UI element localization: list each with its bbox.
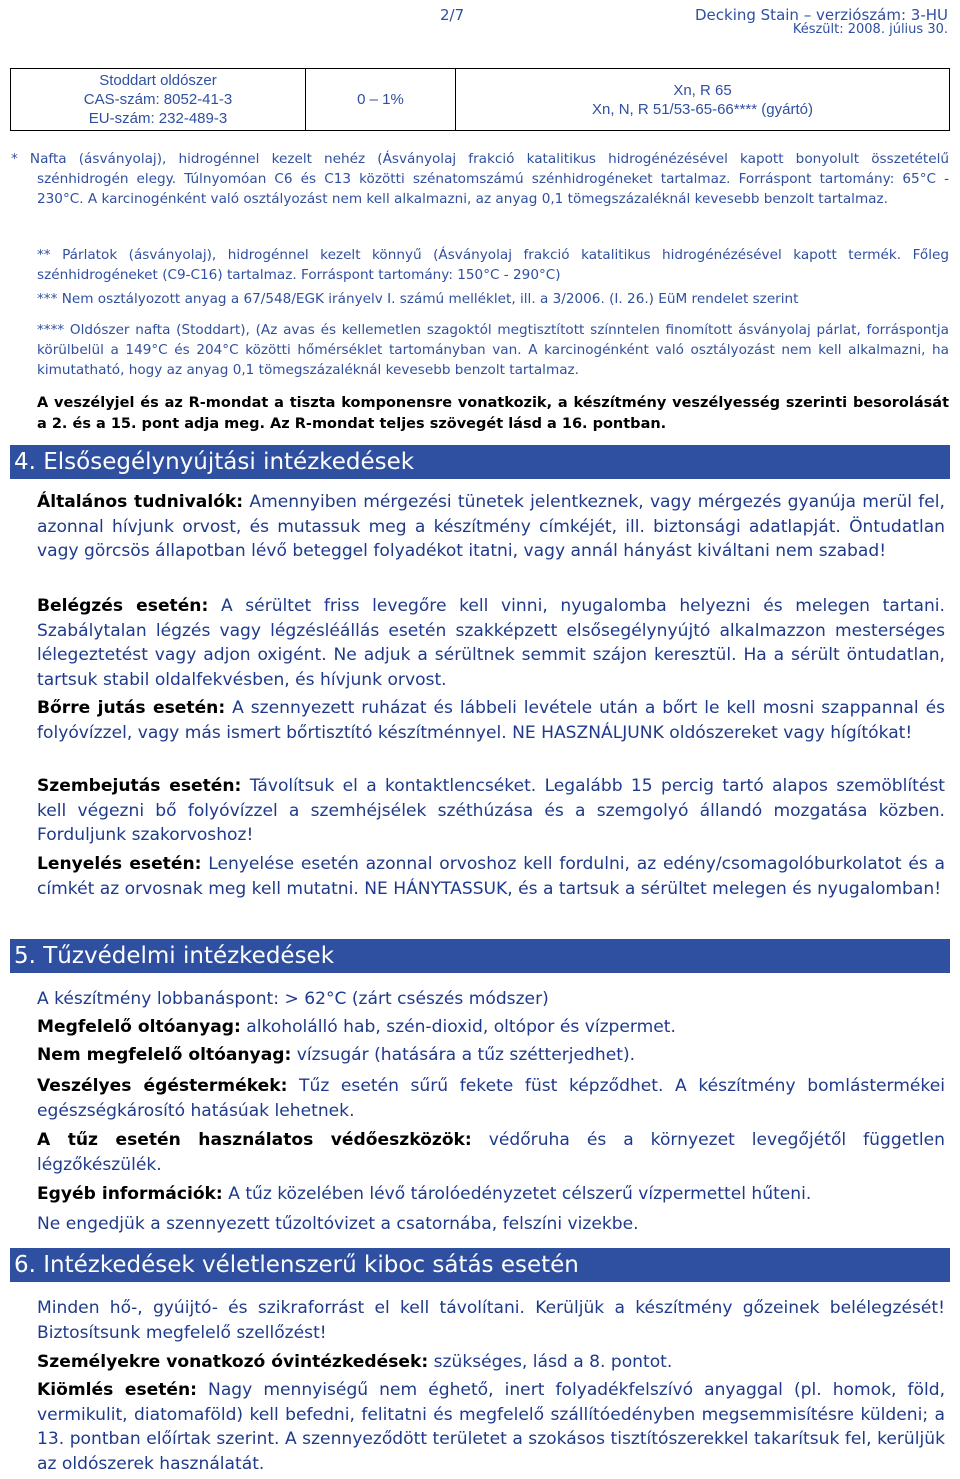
unsuitable-extinguisher — [37, 1043, 945, 1068]
suitable-extinguisher — [37, 1015, 945, 1040]
footnote-1: * Nafta (ásványolaj), hidrogénnel kezelt nehéz (Ásványolaj frakció katalitikus hidrogénézésével kapott bonyolult összetételű szénhidrogén elegy. Túlnyomóan C6 és C13 közötti szénatomszámú szénhidrogéneket tartalmaz. Forráspont tartomány: 65°C - 230°C. A karcinogénként való osztályozást nem kell alkalmazni, az anyag 0,1 tömegszázaléknál kevesebb benzolt tartalmaz. — [11, 151, 949, 207]
spill-label: Kiömlés esetén: — [37, 1380, 197, 1400]
personal-label: Személyekre vonatkozó óvintézkedések: — [37, 1352, 429, 1372]
footnote-4: **** Oldószer nafta (Stoddart), (Az avas és kellemetlen szagoktól megtisztított színntelen finomított ásványolaj párlat, forráspontja körülbelül a 149°C és 204°C közötti hőmérséklet tartományban van. A karcinogénként való osztályozást nem kell alkalmazni, ha kimutatható, hogy az anyag 0,1 tömegszázaléknál kevesebb benzolt tartalmaz. — [37, 322, 949, 378]
inhalation-label: Belégzés esetén: — [37, 596, 209, 616]
first-aid-ingestion — [37, 852, 945, 901]
spill-text: Nagy mennyiségű nem éghető, inert folyadékfelszívó anyaggal (pl. homok, föld, vermikulit, diatomaföld) kell befedni, felitatni és megfelelő szállítóedényben megsemmisítésre küldeni; a 13. pontban előírtak szerint. A szennyeződött területet a szokásos tisztítószerekkel takarítsuk fel, kerüljük az oldószerek használatát. — [37, 1380, 946, 1474]
spill-intro: Minden hő-, gyúijtó- és szikraforrást el kell távolítani. Kerüljük a készítmény gőzeinek belélegzését! Biztosítsunk megfelelő szellőzést! — [37, 1298, 945, 1343]
skin-text: A szennyezett ruházat és lábbeli levétele után a bőrt le kell mosni szappannal és folyóvízzel, vagy más ismert bőrtisztító készítménnyel. NE HASZNÁLJUNK oldószereket vagy hígítókat! — [37, 698, 946, 743]
eye-label: Szembejutás esetén: — [37, 776, 242, 796]
other-text: A tűz közelében lévő tárolóedényzetet célszerű vízpermettel hűteni. — [222, 1184, 812, 1204]
first-aid-general — [37, 490, 945, 564]
classification-summary: A veszélyjel és az R-mondat a tiszta komponensre vonatkozik, a készítmény veszélyesség szerinti besorolását a 2. és a 15. pont adja meg. Az R-mondat teljes szövegét lásd a 16. pontban. — [37, 395, 949, 432]
skin-label: Bőrre jutás esetén: — [37, 698, 226, 718]
other-information — [37, 1182, 945, 1207]
ppe-label: A tűz esetén használatos védőeszközök: — [37, 1130, 472, 1150]
drain-warning: Ne engedjük a szennyezett tűzoltóvizet a csatornába, felszíni vizekbe. — [37, 1214, 639, 1234]
suitable-text: alkoholálló hab, szén-dioxid, oltópor és vízpermet. — [240, 1017, 676, 1037]
inhalation-text: A sérültet friss levegőre kell vinni, nyugalomba helyezni és melegen tartani. Szabálytalan légzés vagy légzésléállás esetén szakképzett elsősegélynyújtó alkalmazzon mesterséges lélegeztetést vagy adjon oxigént. Ne adjuk a sérültnek semmit szájon keresztül. Ha a sérült öntudatlan, tartsuk stabil oldalfekvésben, és hívjunk orvost. — [37, 596, 945, 690]
first-aid-eye — [37, 774, 945, 848]
page-number: 2/7 — [440, 6, 465, 24]
first-aid-inhalation — [37, 594, 945, 692]
concentration: 0 – 1% — [306, 69, 456, 131]
classification-line-1: Xn, R 65 — [673, 81, 732, 99]
general-label: Általános tudnivalók: — [37, 492, 244, 512]
document-date: Készült: 2008. július 30. — [792, 22, 948, 37]
personal-precautions — [37, 1350, 945, 1375]
unsuitable-label: Nem megfelelő oltóanyag: — [37, 1045, 292, 1065]
classification — [456, 69, 950, 131]
document-version: Decking Stain – verziószám: 3-HU — [694, 6, 948, 24]
cas-number: CAS-szám: 8052-41-3 — [83, 91, 233, 108]
component-identity — [11, 69, 306, 131]
section-5-title: 5. Tűzvédelmi intézkedések — [10, 939, 950, 973]
table-row — [11, 69, 950, 131]
unsuitable-text: vízsugár (hatására a tűz szétterjedhet). — [291, 1045, 636, 1065]
spill-cleanup — [37, 1378, 945, 1476]
hazardous-combustion — [37, 1074, 945, 1123]
first-aid-skin — [37, 696, 945, 745]
ppe-text: védőruha és a környezet levegőjétől független légzőkészülék. — [37, 1130, 945, 1175]
composition-table — [10, 68, 950, 131]
section-4-title: 4. Elsősegélynyújtási intézkedések — [10, 445, 950, 479]
component-name: Stoddart oldószer — [99, 72, 217, 89]
eu-number: EU-szám: 232-489-3 — [88, 110, 228, 127]
classification-line-2: Xn, N, R 51/53-65-66**** (gyártó) — [592, 100, 813, 118]
general-text: Amennyiben mérgezési tünetek jelentkeznek, vagy mérgezés gyanúja merül fel, azonnal hívjunk orvost, és mutassuk meg a készítmény címkéjét, ill. biztonsági adatlapját. Öntudatlan vagy görcsös állapotban lévő beteggel folyadékot itatni, vagy annál hányást kiváltani nem szabad! — [37, 492, 945, 561]
ingestion-label: Lenyelés esetén: — [37, 854, 202, 874]
footnote-3: *** Nem osztályozott anyag a 67/548/EGK irányelv I. számú melléklet, ill. a 3/2006. (I. 26.) EüM rendelet szerint — [37, 291, 799, 307]
flash-point: A készítmény lobbanáspont: > 62°C (zárt csészés módszer) — [37, 989, 549, 1009]
firefighter-ppe — [37, 1128, 945, 1177]
ingestion-text: Lenyelése esetén azonnal orvoshoz kell fordulni, az edény/csomagolóburkolatot és a címkét az orvosnak meg kell mutatni. NE HÁNYTASSUK, és a tartsuk a sérültet melegen és nyugalomban! — [37, 854, 945, 899]
other-label: Egyéb információk: — [37, 1184, 223, 1204]
personal-text: szükséges, lásd a 8. pontot. — [428, 1352, 673, 1372]
suitable-label: Megfelelő oltóanyag: — [37, 1017, 241, 1037]
footnote-2: ** Párlatok (ásványolaj), hidrogénnel kezelt könnyű (Ásványolaj frakció katalitikus hidrogénézésével kapott termék. Főleg szénhidrogéneket (C9-C16) tartalmaz. Forráspont tartomány: 150°C - 290°C) — [37, 247, 949, 283]
section-6-title: 6. Intézkedések véletlenszerű kiboc sátás esetén — [10, 1248, 950, 1282]
hazard-label: Veszélyes égéstermékek: — [37, 1076, 288, 1096]
eye-text: Távolítsuk el a kontaktlencséket. Legalább 15 percig tartó alapos szemöblítést kell végezni bő folyóvízzel a szemhéjsélek széthúzása és a szemgolyó állandó mozgatása közben. Forduljunk szakorvoshoz! — [37, 776, 945, 845]
hazard-text: Tűz esetén sűrű fekete füst képződhet. A készítmény bomlástermékei egészségkárosító hatásúak lehetnek. — [37, 1076, 945, 1121]
